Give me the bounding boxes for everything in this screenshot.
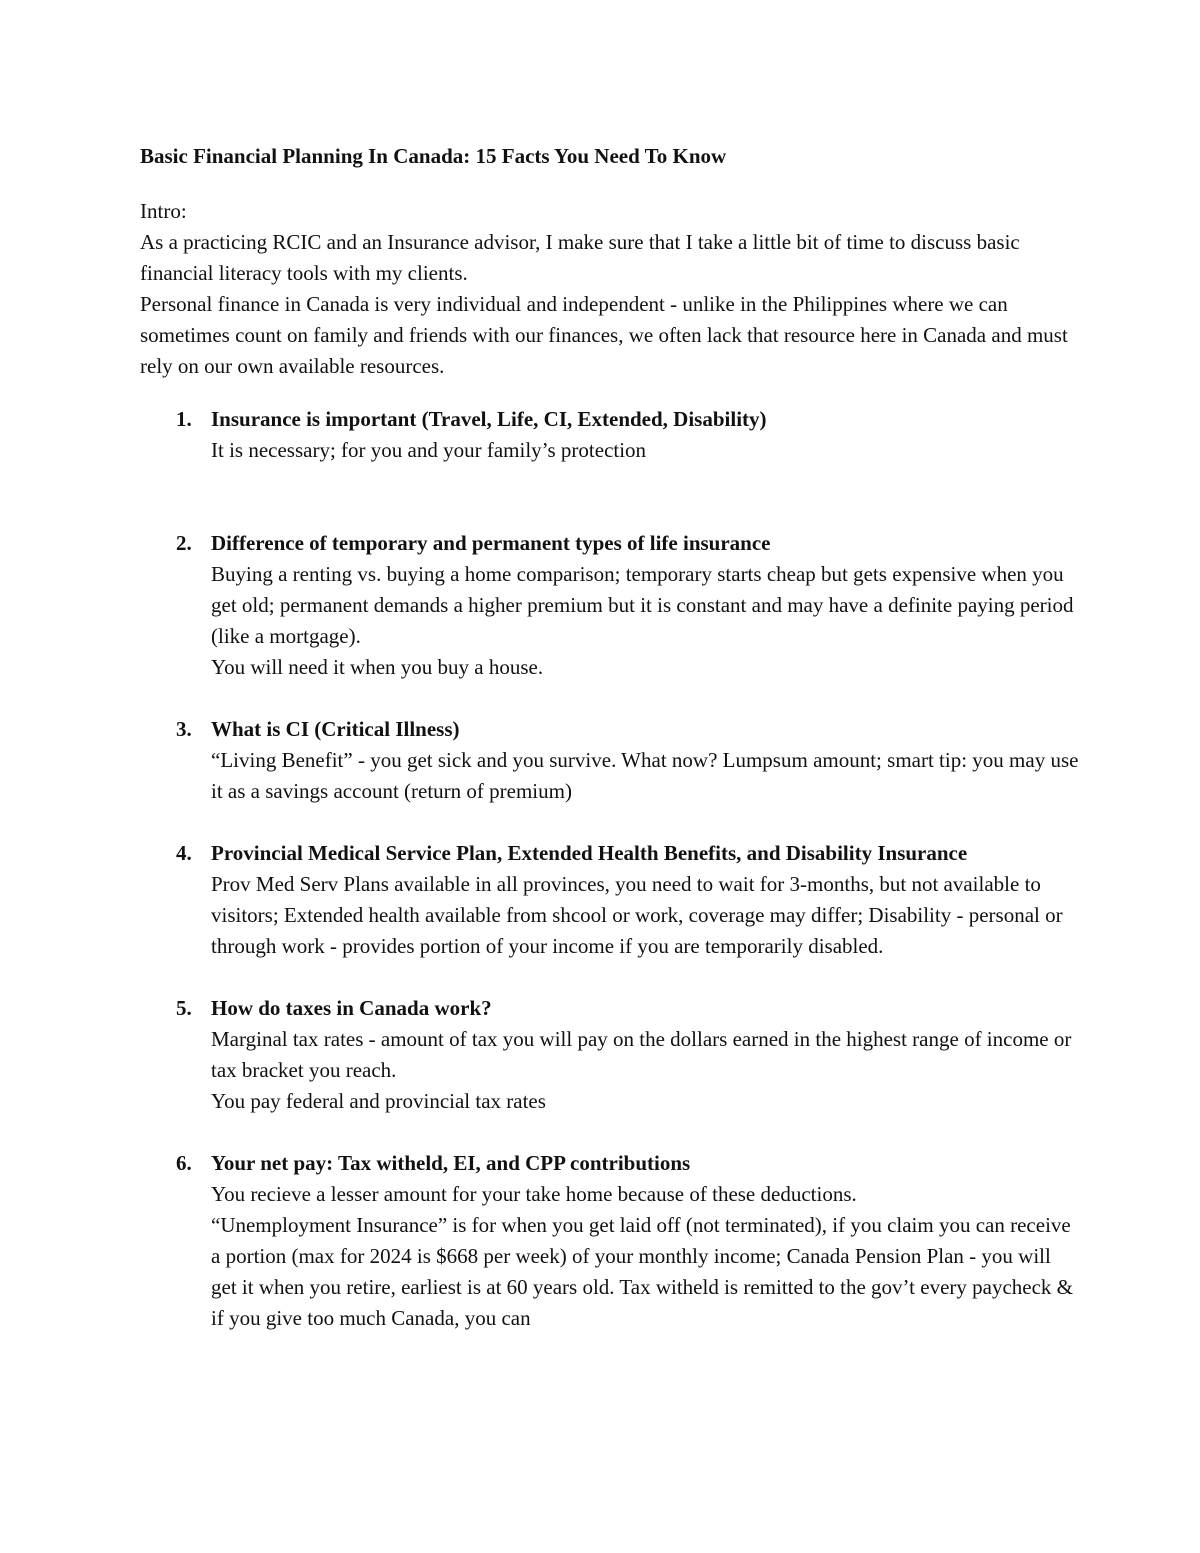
intro-paragraph: Personal finance in Canada is very individual and independent - unlike in the Philippines where we can sometimes count on family and friends with our finances, we often lack that resource here in Canada and must rely on our own available resources. bbox=[140, 292, 1068, 378]
fact-heading: What is CI (Critical Illness) bbox=[211, 717, 460, 741]
fact-item bbox=[140, 838, 1080, 962]
facts-list bbox=[140, 404, 1080, 1334]
fact-number: 1. bbox=[176, 407, 192, 431]
document-content bbox=[140, 141, 1080, 1365]
fact-item bbox=[140, 528, 1080, 683]
fact-heading: Insurance is important (Travel, Life, CI, Extended, Disability) bbox=[211, 407, 767, 431]
fact-item bbox=[140, 404, 1080, 466]
fact-text: You will need it when you buy a house. bbox=[211, 655, 544, 679]
fact-heading: Difference of temporary and permanent types of life insurance bbox=[211, 531, 771, 555]
fact-heading: Provincial Medical Service Plan, Extended Health Benefits, and Disability Insurance bbox=[211, 841, 968, 865]
fact-number: 3. bbox=[176, 717, 192, 741]
intro-section bbox=[140, 196, 1080, 382]
intro-label: Intro: bbox=[140, 199, 187, 223]
fact-text: “Unemployment Insurance” is for when you get laid off (not terminated), if you claim you can receive a portion (max for 2024 is $668 per week) of your monthly income; Canada Pension Plan - you will get it when you retire, earliest is at 60 years old. Tax witheld is remitted to the gov’t every paycheck & if you give too much Canada, you can bbox=[211, 1213, 1074, 1330]
fact-text: You recieve a lesser amount for your take home because of these deductions. bbox=[211, 1182, 857, 1206]
fact-text: “Living Benefit” - you get sick and you survive. What now? Lumpsum amount; smart tip: you may use it as a savings account (return of premium) bbox=[211, 748, 1079, 803]
fact-text: You pay federal and provincial tax rates bbox=[211, 1089, 546, 1113]
fact-text: It is necessary; for you and your family’s protection bbox=[211, 438, 647, 462]
document-title: Basic Financial Planning In Canada: 15 Facts You Need To Know bbox=[140, 144, 727, 168]
fact-text: Marginal tax rates - amount of tax you will pay on the dollars earned in the highest range of income or tax bracket you reach. bbox=[211, 1027, 1072, 1082]
fact-text: Buying a renting vs. buying a home comparison; temporary starts cheap but gets expensive when you get old; permanent demands a higher premium but it is constant and may have a definite paying period (like a mortgage). bbox=[211, 562, 1074, 648]
intro-paragraph: As a practicing RCIC and an Insurance advisor, I make sure that I take a little bit of time to discuss basic financial literacy tools with my clients. bbox=[140, 230, 1020, 285]
fact-number: 6. bbox=[176, 1151, 192, 1175]
fact-number: 5. bbox=[176, 996, 192, 1020]
fact-heading: Your net pay: Tax witheld, EI, and CPP contributions bbox=[211, 1151, 691, 1175]
fact-text: Prov Med Serv Plans available in all provinces, you need to wait for 3-months, but not available to visitors; Extended health available from shcool or work, coverage may differ; Disability - personal or through work - provides portion of your income if you are temporarily disabled. bbox=[211, 872, 1063, 958]
fact-number: 2. bbox=[176, 531, 192, 555]
fact-heading: How do taxes in Canada work? bbox=[211, 996, 492, 1020]
fact-item bbox=[140, 993, 1080, 1117]
fact-item bbox=[140, 714, 1080, 807]
fact-number: 4. bbox=[176, 841, 192, 865]
fact-item bbox=[140, 1148, 1080, 1334]
